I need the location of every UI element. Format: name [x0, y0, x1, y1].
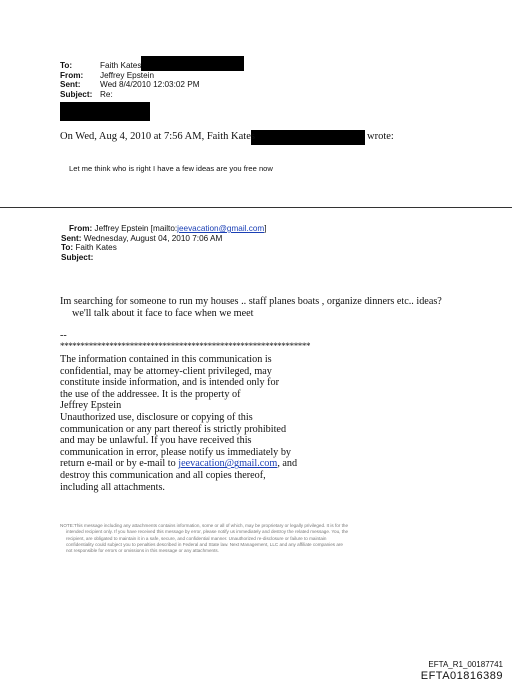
- conf-line: communication in error, please notify us immediately by: [60, 446, 292, 458]
- header-subject-label: Subject:: [60, 89, 93, 99]
- header-sent-value: Wed 8/4/2010 12:03:02 PM: [100, 80, 200, 90]
- reply-quote: Let me think who is right I have a few ideas are you free now: [69, 164, 273, 173]
- confidentiality-notice: [60, 354, 297, 493]
- note-line: NOTE:This message including any attachments contains information, some or all of which, may be proprietary or legally privileged. It is for the: [60, 523, 349, 528]
- header-sent-label: Sent:: [60, 80, 81, 90]
- reply-wrote: wrote:: [367, 131, 394, 142]
- conf-line: and may be unlawful. If you have received this: [60, 435, 252, 447]
- document-id-efta: EFTA01816389: [420, 670, 503, 682]
- document-id-r1: EFTA_R1_00187741: [428, 660, 503, 669]
- signature-dashes: --: [60, 330, 67, 341]
- body-line-2: we'll talk about it face to face when we meet: [72, 308, 254, 319]
- email-header: [60, 61, 200, 99]
- conf-line: confidential, may be attorney-client privileged, may: [60, 365, 272, 377]
- fwd-from-value: Jeffrey Epstein [mailto:: [94, 224, 178, 233]
- note-line: confidentiality could subject you to penalties described in Federal and State law. Next Management, LLC and any affiliate companies are: [66, 541, 343, 547]
- conf-line: constitute inside information, and is intended only for: [60, 377, 279, 389]
- header-to-label: To:: [60, 61, 73, 70]
- conf-line: Unauthorized use, disclosure or copying of this: [60, 411, 253, 423]
- fwd-to-label: To:: [61, 243, 74, 253]
- header-from-row: [60, 71, 200, 81]
- forwarded-header: [61, 224, 266, 262]
- redaction-reply-email: [251, 130, 365, 145]
- header-from-label: From:: [60, 70, 84, 80]
- fwd-from-close: ]: [264, 224, 267, 233]
- note-line: recipient, are obligated to maintain it in a safe, secure, and confidential manner. Unauthorized re-disclosure or failure to maintain: [66, 535, 327, 541]
- reply-attribution: On Wed, Aug 4, 2010 at 7:56 AM, Faith Kates: [60, 131, 255, 142]
- fwd-from-email-link[interactable]: jeevacation@gmail.com: [177, 224, 265, 233]
- header-subject-row: [60, 90, 200, 100]
- conf-line: the use of the addressee. It is the property of: [60, 388, 241, 400]
- header-subject-value: Re:: [100, 89, 113, 99]
- fwd-to-value: Faith Kates: [75, 243, 117, 253]
- conf-line: Jeffrey Epstein: [60, 400, 122, 412]
- conf-line: destroy this communication and all copies thereof,: [60, 469, 266, 481]
- fwd-sent-row: [61, 234, 266, 244]
- note-line: not responsible for errors or omissions in this message or any attachments.: [66, 548, 219, 554]
- header-to-row: [60, 61, 200, 71]
- conf-line-post: , and: [277, 458, 298, 470]
- conf-line: including all attachments.: [60, 481, 165, 493]
- note-line: intended recipient only. If you have received this message by error, please notify us immediately and destroy the related message. You, the: [66, 529, 349, 535]
- fwd-subject-label: Subject:: [61, 252, 94, 262]
- document-ids: [421, 660, 503, 683]
- fwd-subject-row: [61, 253, 266, 263]
- conf-line: The information contained in this communication is: [60, 354, 272, 365]
- body-line-1: Im searching for someone to run my houses .. staff planes boats , organize dinners etc.. ideas?: [60, 296, 442, 307]
- footer-note: [60, 523, 452, 554]
- header-sent-row: [60, 80, 200, 90]
- signature-stars: *************************************************************: [60, 341, 311, 351]
- fwd-from-label: From:: [69, 224, 93, 233]
- conf-line-email: [60, 458, 297, 470]
- conf-email-link[interactable]: jeevacation@gmail.com: [178, 458, 278, 470]
- fwd-to-row: [61, 243, 266, 253]
- fwd-sent-value: Wednesday, August 04, 2010 7:06 AM: [83, 233, 223, 243]
- fwd-sent-label: Sent:: [61, 233, 82, 243]
- header-to-value: Faith Kates: [100, 61, 142, 70]
- conf-line: communication or any part thereof is strictly prohibited: [60, 423, 287, 435]
- fwd-from-row: [61, 224, 266, 234]
- header-from-value: Jeffrey Epstein: [100, 70, 155, 80]
- conf-line-pre: return e-mail or by e-mail to: [60, 458, 179, 470]
- message-divider: [0, 207, 512, 208]
- redaction-subject: [60, 102, 150, 121]
